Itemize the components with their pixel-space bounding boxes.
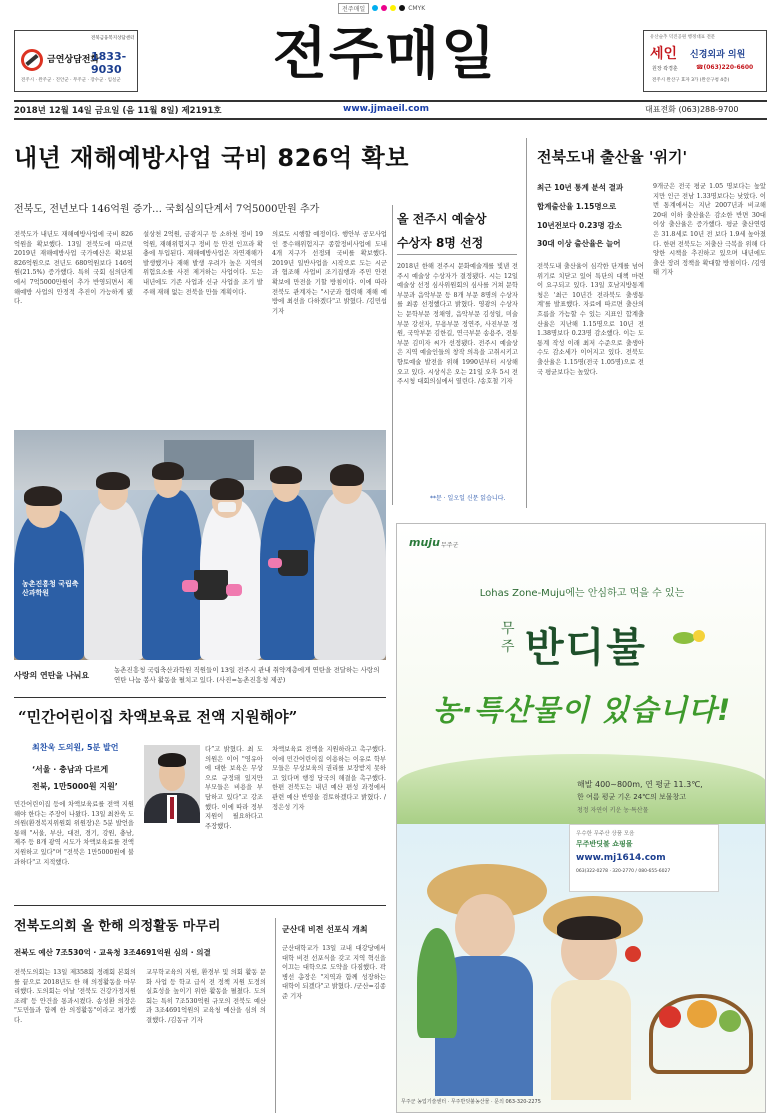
volunteer-photo [14,430,386,660]
column-divider-arts [392,205,393,505]
cabbage-icon [417,928,457,1038]
arts-rule [397,254,517,255]
daycare-col-1: 민간어린이집 등에 차액보육료를 전액 지원해야 한다는 주장이 나왔다. 13일 최찬욱 도의원(환경복지위원회 위원장)은 5분 발언을 통해 "서울, 부산, 대전, 경기, 강원, 충남, 제주 등 8개 광역 시도가 차액보육료를 전액 지원하고 있다"며 "전북은 1만5000원에 불과하다"고 지적했다. [14,801,134,866]
ad-footer: 무주군 농업기술센터 · 무주반딧불농산물 · 문의 063-320-2275 [401,1099,541,1105]
arts-headline-2: 수상자 8명 선정 [397,236,484,250]
shop-url[interactable]: www.mj1614.com [576,853,666,863]
photo-caption: 농촌진흥청 국립축산과학원 직원들이 13일 전주시 관내 취약계층에게 연탄을 전달하는 사랑의 연탄 나눔 봉사 활동을 펼치고 있다. (사진=농촌진흥청 제공) [114,666,380,684]
shop-label: 우수한 무주산 상품 모음 [576,831,635,837]
lead-col-2: 설상천 2억원, 금광지구 등 소하천 정비 19억원, 재해위험지구 정비 등 안전 인프라 확충에 투입된다. 재해예방사업은 자연재해가 발생했거나 재해 발생 우려가 높은 지역의 위험요소를 사전 제거하는 사업이다. 도는 내년에도 기존 사업과 신규 사업을 조기 발주해 재해 없는 전북을 만들 계획이다. [143,231,263,296]
masthead-rule-bottom [14,118,767,120]
clinic-ad[interactable] [643,30,767,92]
councilor-portrait [144,745,200,823]
right-ad-doctor: 원장 곽경훈 [652,66,678,72]
smoking-cessation-ad[interactable] [14,30,138,92]
register-mark [338,2,438,14]
site-url[interactable]: www.jjmaeil.com [343,104,429,114]
muju-brand-sub: 무주군 [441,542,459,549]
council-col-1: 전북도의회는 13일 제358회 정례회 본회의를 끝으로 2018년도 한 해 의정활동을 마무리했다. 도의회는 이날 '전북도 건강가정지원 조례' 등 안건을 통과시켰다. 송성환 의장은 "도민들과 함께 한 의정활동"이라고 평가했다. [14,969,136,1024]
arts-body: 2018년 한해 전주시 문화예술계를 빛낸 전주시 예술상 수상자가 결정됐다. 시는 12일 예술상 선정 심사위원회의 심사를 거쳐 문학부문과 음악부문 등 8개 부문 8명의 수상자를 최종 선정했다고 밝혔다. 영광의 수상자는 문학부문 정채영, 음악부문 김성일, 미술부문 강선자, 무용부문 정연주, 사진부문 정원, 국악부문 김한길, 연극부문 송용주, 전통부문 김미자 씨가 선정됐다. 전주시 예술상은 지역 예술인들의 창작 의욕을 고취시키고 향토예술 발전을 위해 1990년부터 시상해오고 있다. 시상식은 오는 21일 오후 5시 전주시청 대회의실에서 열린다. /송호철 기자 [397,263,518,386]
left-ad-detail: 전주시 · 완주군 · 진안군 · 무주군 · 장수군 · 임실군 [21,78,121,83]
daycare-col-3: 차액보육료 전액을 지원하라고 촉구했다. 이에 민간어린이집 이용하는 이유로 학부모들은 무상보육의 권리를 보장받지 못하고 있다며 행정 당국의 해결을 촉구했다. 한편 전북도는 내년 예산 편성 과정에서 관련 예산 반영을 검토하겠다고 밝혔다. /정은성 기자 [272,746,386,811]
right-ad-address: 전주시 완산구 효자 3가 (완산구청 4층) [652,78,730,83]
ad-info-1: 해발 400~800m, 연 평균 11.3℃, [577,780,703,789]
shop-name: 무주반딧불 쇼핑몰 [576,840,633,848]
section-rule-daycare [14,697,386,698]
photo-title: 사랑의 연탄을 나눠요 [14,671,90,680]
council-col-2: 교무학교육의 지원, 환경부 및 의회 활동 문화 사업 등 학교 급식 전 정책 지원 도정의 실효성을 높이기 위한 활동을 펼쳤다. 도의회는 특히 7조530억원 규모의 전북도 예산과 3조4691억원의 교육청 예산을 심의 의결했다. /김동규 기자 [146,969,266,1024]
ad-info-3: 청정 자연이 키운 농·특산물 [577,807,649,814]
birth-headline: 전북도내 출산율 '위기' [537,148,688,166]
right-ad-name2: 신경외과 의원 [690,50,746,60]
right-ad-top: 유산슬추 덕진공원 행정대표 전문 [650,35,716,40]
left-ad-number: 1833-9030 [91,50,127,76]
register-label: 전주매일 [338,3,369,14]
daycare-sub-2: 전북, 1만5000원 지원’ [32,782,118,791]
birth-col-2: 9개군은 전국 평균 1.05 명보다는 높았지만 인근 전남 1.33명보다는 낮았다. 이번 통계에서는 지난 2007년과 비교해 20대 이하 출산율은 감소한 반면 30대 이상 출산율은 증가했다. 평균 출산연령은 31.8세로 10년 전 보다 1.9세 높아졌다. 한편 전북도는 저출산 극복을 위해 다양한 시책을 추진하고 있으며 내년에도 출산 장려 정책을 확대할 방침이다. /김영태 기자 [653,183,766,277]
left-ad-org: 전북금융복지상담센터 [91,36,135,41]
kid-body-2 [551,980,631,1100]
daycare-headline: “민간어린이집 차액보육료 전액 지원해야” [18,708,298,726]
firefly-icon [665,622,711,652]
kid-hair-2 [557,916,621,940]
date-line: 2018년 12월 14일 금요일 (음 11월 8일) 제2191호 [14,106,222,116]
section-rule-council [14,905,386,906]
bandibul-logo: 반디불 [525,624,647,671]
birth-col-1: 전북도내 출산율이 심각한 단계를 넘어 위기로 치닫고 있어 특단의 대책 마련이 요구되고 있다. 13일 호남지방통계청은 '최근 10년간 전라북도 출생통계'를 발표했다. 자료에 따르면 출산의 흐름을 가늠할 수 있는 지표인 합계출산율은 지난해 1.15명으로 10년 전 1.38명보다 0.23명 감소했다. 이는 도 통계 작성 이래 최저 수준으로 출생아 수도 감소세가 이어지고 있다. 전북도 출산율은 1.15명(전국 1.05명)으로 전국 평균보다는 높았다. [537,263,644,376]
birth-kicker-2: 합계출산율 1.15명으로 [537,202,617,211]
cyan-dot [372,5,378,11]
kunsan-headline: 군산대 비전 선포식 개최 [282,925,368,934]
kid-face-1 [455,894,515,960]
shop-box[interactable] [569,824,719,892]
daycare-col-2: 다”고 밝혔다. 최 도의원은 이어 "영유아에 대한 보육은 무상으로 규정돼 있지만 부모들은 비용을 부담하고 있다"고 강조했다. 이에 따라 정부 지원이 필요하다고 주장했다. [205,746,263,830]
ad-tagline: Lohas Zone-Muju에는 안심하고 먹을 수 있는 [479,588,685,599]
main-phone: 대표전화 (063)288-9700 [645,105,739,114]
lead-col-3: 의료도 시행할 예정이다. 행안부 공모사업인 풍수해위험지구 종합정비사업에 도내 4개 지구가 선정돼 국비를 확보했다. 2019년 일반사업을 시작으로 도는 시군과 협조해 사업비 조기집행과 주민 안전 확보에 만전을 기할 방침이다. 이에 따라 전북도 관계자는 "시군과 협력해 재해 예방에 최선을 다하겠다"고 밝혔다. /김민섭 기자 [272,231,387,315]
yellow-dot [390,5,396,11]
tomato-icon [625,946,641,962]
vest-print: 농촌진흥청 국립축산과학원 [22,580,79,597]
no-smoking-icon [21,49,43,71]
muju-ad[interactable] [396,523,766,1113]
shop-tel: 063)322-0278 · 320-2770 / 080-655-6027 [576,869,671,874]
newspaper-title: 전주매일 [272,22,498,87]
column-divider-council [275,918,276,1113]
lead-headline: 내년 재해예방사업 국비 826억 확보 [14,144,409,172]
daycare-sub-1: ‘서울 · 충남과 다르게 [32,765,109,774]
arts-note: **문 · 일오일 신문 읽습니다. [430,495,506,502]
arts-headline-1: 올 전주시 예술상 [397,212,487,226]
kunsan-body: 군산대학교가 13일 교내 대강당에서 대학 비전 선포식을 갖고 지역 혁신을 이끄는 대학으로 도약을 다짐했다. 곽병선 총장은 "지역과 함께 성장하는 대학이 되겠다"고 밝혔다. /군산=김종준 기자 [282,945,386,1000]
ad-slogan: 농·특산물이 있습니다! [432,693,732,727]
ad-prefix: 무주 [501,621,515,655]
magenta-dot [381,5,387,11]
ad-info-2: 한 여름 평균 기온 24℃의 보물창고 [577,793,687,801]
register-colors: CMYK [408,4,426,12]
lead-col-1: 전북도가 내년도 재해예방사업에 국비 826억원을 확보했다. 13일 전북도에 따르면 2019년 재해예방사업 국가예산은 확보된 826억원으로 전년도 680억원보다 146억원(21.5%) 증가했다. 특히 국회 심의단계에서 7억5000만원이 추가 반영되면서 재해예방 사업의 안정적 추진이 가능하게 됐다. [14,231,133,306]
right-ad-name: 세인 [650,46,678,62]
council-headline: 전북도의회 올 한해 의정활동 마무리 [14,919,221,934]
birth-kicker-4: 30대 이상 출산율은 늘어 [537,239,621,248]
black-dot [399,5,405,11]
lead-subhead: 전북도, 전년보다 146억원 증가… 국회심의단계서 7억5000만원 추가 [14,204,320,215]
birth-kicker-3: 10년전보다 0.23명 감소 [537,221,622,230]
right-ad-tel: ☎(063)220-6600 [696,64,754,71]
birth-kicker-1: 최근 10년 통계 분석 결과 [537,183,624,192]
council-sub: 전북도 예산 7조530억 · 교육청 3조4691억원 심의 · 의결 [14,948,211,957]
muju-brand: muju [409,536,440,549]
masthead-rule-top [14,100,767,102]
left-ad-headline: 금연상담전화 [47,55,100,65]
daycare-kicker: 최찬욱 도의원, 5분 발언 [32,743,119,752]
column-divider-birth [526,138,527,508]
